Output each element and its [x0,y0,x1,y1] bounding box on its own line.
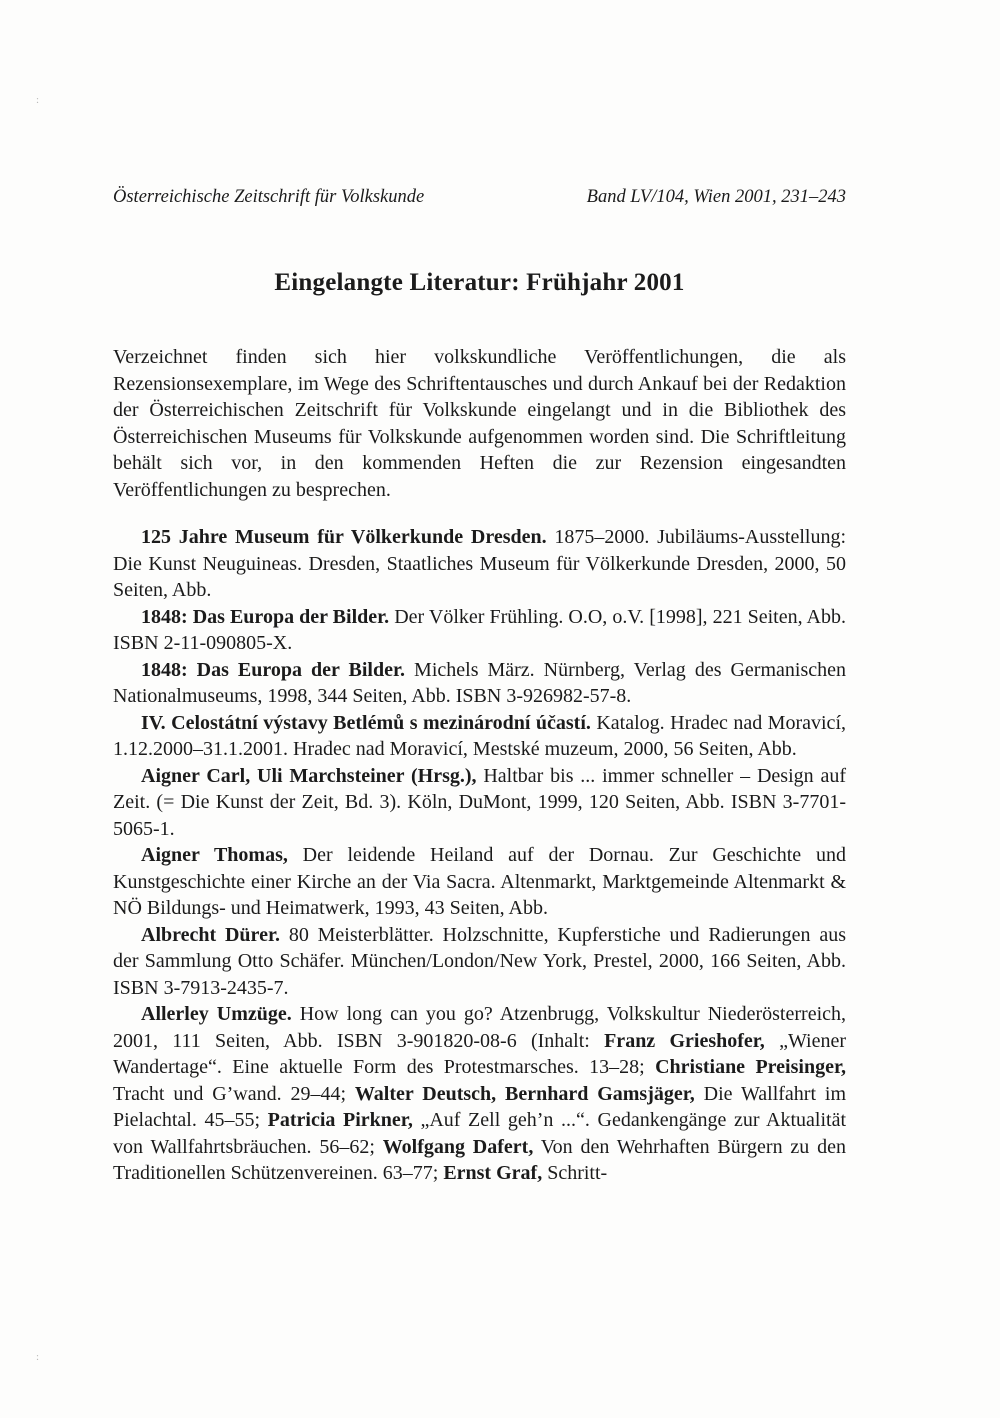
entry-text: 1875–2000. Jubiläums-Ausstellung: Die Kunst Neuguineas. Dresden, Staatliches Museum für Völkerkunde Dresden, 2000, 50 Seiten, Abb. [113,526,847,601]
entry-paragraph [113,524,846,604]
entry-paragraph [113,922,846,1002]
issue-info: Band LV/104, Wien 2001, 231–243 [586,187,846,207]
entry-lead: 125 Jahre Museum für Völkerkunde Dresden. [141,526,547,548]
entry-paragraph [113,1001,846,1187]
entry-lead: Albrecht Dürer. [141,923,280,946]
entry-text: Schritt- [542,1162,608,1184]
entry-lead: Aigner Carl, Uli Marchsteiner (Hrsg.), [141,764,477,787]
journal-name: Österreichische Zeitschrift für Volkskunde [113,187,425,207]
scan-artifact: : [36,1351,40,1363]
running-head [113,186,846,208]
entry-lead: Wolfgang Dafert, [382,1135,534,1158]
page-content [113,186,846,1187]
entry-paragraph [113,842,846,922]
entry-text: Michels März. Nürnberg, Verlag des Germanischen Nationalmuseums, 1998, 344 Seiten, Abb. ISBN 3-926982-57-8. [113,658,846,707]
entry-lead: Aigner Thomas, [141,844,288,866]
entry-paragraph [113,763,846,843]
entry-lead: Patricia Pirkner, [267,1109,413,1131]
page-title: Eingelangte Literatur: Frühjahr 2001 [274,269,685,296]
entry-paragraph [113,657,846,710]
entry-lead: Ernst Graf, [443,1162,543,1184]
entry-lead: Walter Deutsch, Bernhard Gamsjäger, [354,1082,695,1105]
entry-paragraph [113,710,846,763]
entry-text: How long can you go? Atzenbrugg, Volkskultur Niederösterreich, 2001, 111 Seiten, Abb. ISBN 3-901820-08-6 (Inhalt: [113,1003,846,1052]
entry-text: Von den Wehrhaften Bürgern zu den Traditionellen Schützenvereinen. 63–77; [113,1135,846,1184]
entry-lead: 1848: Das Europa der Bilder. [141,658,406,681]
entry-lead: IV. Celostátní výstavy Betlémů s mezinárodní účastí. [141,711,591,734]
entry-lead: Franz Grieshofer, [604,1029,765,1052]
entry-text: „Wiener Wandertage“. Eine aktuelle Form des Protestmarsches. 13–28; [113,1029,846,1078]
entry-text: Der leidende Heiland auf der Dornau. Zur Geschichte und Kunstgeschichte einer Kirche an der Via Sacra. Altenmarkt, Marktgemeinde Altenmarkt & NÖ Bildungs- und Heimatwerk, 1993, 43 Seiten, Abb. [113,844,846,919]
entry-text: Die Wallfahrt im Pielachtal. 45–55; [113,1082,846,1131]
entry-paragraph [113,604,846,657]
entry-text: Tracht und G’wand. 29–44; [113,1082,355,1105]
entry-list [113,524,846,1187]
entry-lead: 1848: Das Europa der Bilder. [141,605,390,628]
scan-artifact: : [36,94,40,106]
entry-text: Katalog. Hradec nad Moravicí, 1.12.2000–31.1.2001. Hradec nad Moravicí, Mestské muzeum, 2000, 56 Seiten, Abb. [113,711,846,760]
entry-text: Haltbar bis ... immer schneller – Design auf Zeit. (= Die Kunst der Zeit, Bd. 3). Köln, DuMont, 1999, 120 Seiten, Abb. ISBN 3-7701-5065-1. [113,764,846,840]
intro-paragraph: Verzeichnet finden sich hier volkskundliche Veröffentlichungen, die als Rezensionsexemplare, im Wege des Schriftentausches und durch Ankauf bei der Redaktion der Österreichischen Zeitschrift für Volkskunde eingelangt und in die Bibliothek des Österreichischen Museums für Volkskunde aufgenommen worden sind. Die Schriftleitung behält sich vor, in den kommenden Heften die zur Rezension eingesandten Veröffentlichungen zu besprechen. [113,346,846,501]
entry-text: 80 Meisterblätter. Holzschnitte, Kupferstiche und Radierungen aus der Sammlung Otto Schäfer. München/London/New York, Prestel, 2000, 166 Seiten, Abb. ISBN 3-7913-2435-7. [113,923,846,999]
entry-lead: Christiane Preisinger, [655,1056,846,1078]
entry-lead: Allerley Umzüge. [141,1003,292,1025]
entry-text: „Auf Zell geh’n ...“. Gedankengänge zur Aktualität von Wallfahrtsbräuchen. 56–62; [113,1109,847,1158]
entry-text: Der Völker Frühling. O.O, o.V. [1998], 221 Seiten, Abb. ISBN 2-11-090805-X. [113,605,846,654]
